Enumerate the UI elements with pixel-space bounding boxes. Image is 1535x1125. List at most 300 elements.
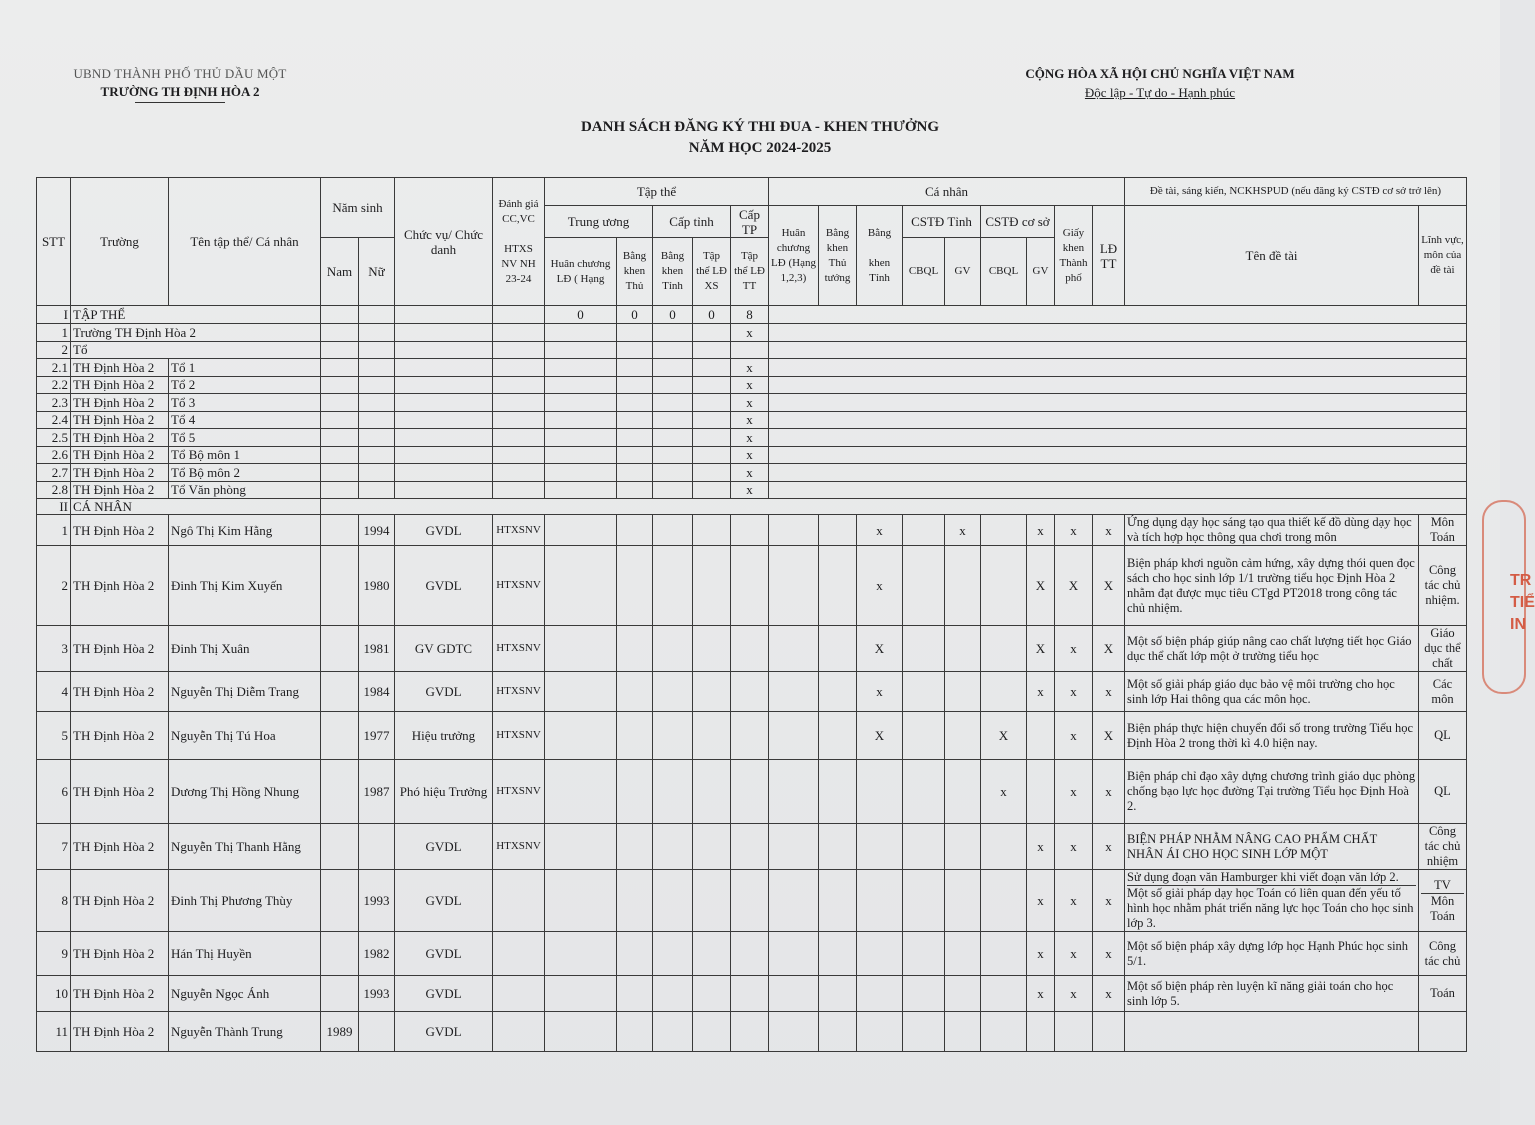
row-evaluation: HTXSNV [493,672,545,712]
section-number: I [37,306,71,324]
mark-ld-tt: x [731,411,769,429]
empty-cell [321,359,359,377]
col-cap-tinh: Cấp tỉnh [653,206,731,238]
row-evaluation [493,1012,545,1052]
table-row [37,760,1467,824]
empty-cell [769,824,819,870]
empty-cell [321,499,1467,515]
row-birth-female: 1977 [359,712,395,760]
mark-cs_cbql: X [981,712,1027,760]
mark-ld-tt: x [731,359,769,377]
empty-cell [819,672,857,712]
table-row [37,712,1467,760]
mark-cs_gv: x [1027,672,1055,712]
row-school: TH Định Hòa 2 [71,515,169,546]
empty-cell [653,394,693,412]
row-evaluation: HTXSNV [493,760,545,824]
row-stt: 2.7 [37,464,71,482]
empty-cell [359,376,395,394]
row-school: TH Định Hòa 2 [71,376,169,394]
empty-cell [693,341,731,359]
empty-cell [617,429,653,447]
empty-cell [769,464,1467,482]
col-nam-sinh: Năm sinh [321,178,395,238]
empty-cell [819,932,857,976]
empty-cell [493,394,545,412]
row-school: TH Định Hòa 2 [71,464,169,482]
national-line1: CỘNG HÒA XÃ HỘI CHỦ NGHĨA VIỆT NAM [1025,66,1295,81]
row-stt: 7 [37,824,71,870]
empty-cell [545,341,617,359]
empty-cell [693,515,731,546]
empty-cell [731,932,769,976]
mark-gk: x [1055,760,1093,824]
empty-cell [545,464,617,482]
row-name: Dương Thị Hồng Nhung [169,760,321,824]
col-giay-khen: Giấy khen Thành phố [1055,206,1093,306]
empty-cell [769,394,1467,412]
col-tt-bang-khen-thu: Bằng khen Thủ [617,238,653,306]
mark-cs_gv [1027,712,1055,760]
row-name: Hán Thị Huyền [169,932,321,976]
empty-cell [693,712,731,760]
empty-cell [693,672,731,712]
empty-cell [693,760,731,824]
empty-cell [653,446,693,464]
row-stt: 2.1 [37,359,71,377]
field-cell: Các môn [1419,672,1467,712]
empty-cell [769,429,1467,447]
empty-cell [395,394,493,412]
empty-cell [493,429,545,447]
empty-cell [653,376,693,394]
table-row [37,824,1467,870]
col-cstd-co-so: CSTĐ cơ sở [981,206,1055,238]
col-trung-uong: Trung ương [545,206,653,238]
row-birth-female [359,824,395,870]
mark-cstd_gv [945,976,981,1012]
row-stt: 10 [37,976,71,1012]
empty-cell [617,464,653,482]
mark-cstd_cbql [903,870,945,932]
row-birth-male [321,760,359,824]
mark-cstd_gv [945,870,981,932]
empty-cell [693,429,731,447]
empty-cell [769,515,819,546]
mark-cs_cbql [981,672,1027,712]
empty-cell [617,932,653,976]
mark-cstd_gv [945,712,981,760]
mark-ldtt: x [1093,976,1125,1012]
empty-cell [693,376,731,394]
row-school: TH Định Hòa 2 [71,1012,169,1052]
col-cap-tp: Cấp TP [731,206,769,238]
empty-cell [693,932,731,976]
mark-cs_cbql [981,1012,1027,1052]
mark-cs_gv: X [1027,626,1055,672]
row-birth-male [321,546,359,626]
empty-cell [321,394,359,412]
row-birth-female: 1981 [359,626,395,672]
row-evaluation [493,932,545,976]
mark-bkt: x [857,672,903,712]
mark-bkt: x [857,515,903,546]
table-row [37,464,1467,482]
empty-cell [617,359,653,377]
row-evaluation: HTXSNV [493,515,545,546]
row-school: TH Định Hòa 2 [71,672,169,712]
empty-cell [653,672,693,712]
row-birth-male [321,672,359,712]
empty-cell [731,870,769,932]
row-school: TH Định Hòa 2 [71,760,169,824]
empty-cell [653,712,693,760]
col-stt: STT [37,178,71,306]
row-stt: 3 [37,626,71,672]
empty-cell [653,546,693,626]
mark-ld-tt: x [731,376,769,394]
row-stt: 1 [37,324,71,342]
col-cn-huan-chuong: Huân chương LĐ (Hạng 1,2,3) [769,206,819,306]
national-header [1000,66,1320,101]
mark-cs_cbql [981,626,1027,672]
empty-cell [731,976,769,1012]
topic-cell: Ứng dụng dạy học sáng tạo qua thiết kế đồ dùng dạy học và tích hợp học thông qua chơi trong môn [1125,515,1419,546]
mark-cs_gv: X [1027,546,1055,626]
field-cell: Công tác chủ nhiệm. [1419,546,1467,626]
col-cstd-cs-cbql: CBQL [981,238,1027,306]
empty-cell [493,481,545,499]
col-nu: Nữ [359,238,395,306]
row-stt: 5 [37,712,71,760]
empty-cell [769,376,1467,394]
empty-cell [653,411,693,429]
row-birth-female: 1982 [359,932,395,976]
empty-cell [545,411,617,429]
empty-cell [545,1012,617,1052]
empty-cell [617,712,653,760]
empty-cell [617,1012,653,1052]
empty-cell [693,394,731,412]
empty-cell [693,976,731,1012]
mark-ld-tt: x [731,446,769,464]
empty-cell [653,341,693,359]
khen-tinh-label: khen Tỉnh [868,256,891,284]
mark-cstd_gv [945,932,981,976]
empty-cell [617,870,653,932]
row-birth-female: 1994 [359,515,395,546]
row-position: GVDL [395,976,493,1012]
row-evaluation [493,976,545,1012]
mark-cstd_cbql [903,515,945,546]
mark-cs_cbql [981,870,1027,932]
empty-cell [545,394,617,412]
mark-gk: x [1055,626,1093,672]
mark-bkt: X [857,626,903,672]
field-text: TV [1434,877,1451,892]
empty-cell [493,376,545,394]
table-row [37,446,1467,464]
mark-bkt: X [857,712,903,760]
table-row [37,932,1467,976]
empty-cell [395,446,493,464]
mark-ldtt: X [1093,712,1125,760]
row-name: Nguyễn Thị Diễm Trang [169,672,321,712]
mark-cstd_gv [945,626,981,672]
row-name: Nguyễn Thành Trung [169,1012,321,1052]
mark-cs_cbql [981,824,1027,870]
mark-ldtt: x [1093,760,1125,824]
row-position: GVDL [395,546,493,626]
section-label: TẬP THỂ [71,306,321,324]
mark-cs_gv: x [1027,515,1055,546]
empty-cell [359,411,395,429]
empty-cell [617,824,653,870]
bang-label: Bằng [867,226,892,239]
topic-cell: Một số biện pháp giúp nâng cao chất lượng tiết học Giáo dục thể chất lớp một ở trường tiểu học [1125,626,1419,672]
row-name: Tổ 2 [169,376,321,394]
empty-cell [653,626,693,672]
row-stt: 2.2 [37,376,71,394]
total-cell: 8 [731,306,769,324]
row-name: Tổ 4 [169,411,321,429]
row-school: TH Định Hòa 2 [71,411,169,429]
field-cell: QL [1419,760,1467,824]
col-ld-tt: LĐ TT [1093,206,1125,306]
row-birth-female [359,1012,395,1052]
empty-cell [769,546,819,626]
row-stt: 2.5 [37,429,71,447]
mark-gk: x [1055,672,1093,712]
total-cell: 0 [693,306,731,324]
mark-cs_cbql [981,546,1027,626]
row-school: TH Định Hòa 2 [71,626,169,672]
col-chuc-vu: Chức vụ/ Chức danh [395,178,493,306]
total-cell: 0 [617,306,653,324]
mark-cstd_gv [945,824,981,870]
row-position: GVDL [395,932,493,976]
empty-cell [769,341,1467,359]
row-school: TH Định Hòa 2 [71,394,169,412]
empty-cell [693,464,731,482]
mark-ld-tt: x [731,481,769,499]
empty-cell [693,824,731,870]
row-birth-male [321,932,359,976]
empty-cell [617,976,653,1012]
row-stt: 2.8 [37,481,71,499]
mark-cs_gv [1027,760,1055,824]
empty-cell [395,481,493,499]
col-tap-the-ld-xs: Tập thể LĐ XS [693,238,731,306]
col-ten-de-tai: Tên đề tài [1125,206,1419,306]
section-tap-the [37,306,1467,499]
mark-cstd_cbql [903,672,945,712]
empty-cell [653,481,693,499]
mark-cstd_cbql [903,932,945,976]
empty-cell [545,760,617,824]
empty-cell [617,324,653,342]
empty-cell [819,1012,857,1052]
empty-cell [617,515,653,546]
mark-ldtt: x [1093,932,1125,976]
empty-cell [819,976,857,1012]
empty-cell [653,429,693,447]
total-cell: 0 [545,306,617,324]
col-danh-gia [493,178,545,306]
row-birth-female: 1984 [359,672,395,712]
table-row [37,411,1467,429]
empty-cell [493,446,545,464]
mark-gk: x [1055,824,1093,870]
row-birth-male [321,824,359,870]
empty-cell [545,712,617,760]
mark-ldtt: x [1093,672,1125,712]
row-school: TH Định Hòa 2 [71,359,169,377]
empty-cell [731,824,769,870]
row-birth-female: 1987 [359,760,395,824]
col-cstd-tinh: CSTĐ Tỉnh [903,206,981,238]
mark-ld-tt: x [731,394,769,412]
mark-cs_cbql [981,932,1027,976]
empty-cell [321,464,359,482]
empty-cell [731,626,769,672]
empty-cell [493,411,545,429]
col-cn-bang-khen-tinh [857,206,903,306]
mark-gk: X [1055,546,1093,626]
empty-cell [819,870,857,932]
empty-cell [321,446,359,464]
row-birth-male [321,870,359,932]
topic-text-2: Một số giải pháp dạy học Toán có liên quan đến yếu tố hình học nhằm phát triển năng lực học Toán cho học sinh lớp 3. [1127,885,1416,931]
col-tap-the-ld-tt: Tập thể LĐ TT [731,238,769,306]
row-stt: 6 [37,760,71,824]
col-bang-khen-tinh: Bằng khen Tỉnh [653,238,693,306]
table-row [37,515,1467,546]
issuer-line2: TRƯỜNG TH ĐỊNH HÒA 2 [100,84,260,99]
col-truong: Trường [71,178,169,306]
mark-cstd_gv [945,760,981,824]
mark-cs_cbql [981,976,1027,1012]
mark-bkt [857,1012,903,1052]
row-name: Tổ 1 [169,359,321,377]
mark-ldtt: X [1093,546,1125,626]
empty-cell [545,672,617,712]
row-stt: 2 [37,341,71,359]
empty-cell [545,481,617,499]
empty-cell [359,306,395,324]
row-school: TH Định Hòa 2 [71,429,169,447]
empty-cell [359,394,395,412]
empty-cell [653,760,693,824]
empty-cell [493,464,545,482]
topic-cell: Một số biện pháp rèn luyện kĩ năng giải toán cho học sinh lớp 5. [1125,976,1419,1012]
empty-cell [395,359,493,377]
empty-cell [395,429,493,447]
row-name: Đinh Thị Xuân [169,626,321,672]
empty-cell [769,932,819,976]
mark-bkt [857,824,903,870]
empty-cell [769,760,819,824]
mark-cstd_cbql [903,626,945,672]
row-position: Phó hiệu Trưởng [395,760,493,824]
mark-cs_cbql: x [981,760,1027,824]
row-school: TH Định Hòa 2 [71,976,169,1012]
empty-cell [819,824,857,870]
empty-cell [545,824,617,870]
empty-cell [769,324,1467,342]
empty-cell [653,976,693,1012]
table-row [37,341,1467,359]
topic-cell [1125,870,1419,932]
table-row [37,870,1467,932]
red-stamp [1482,500,1535,694]
empty-cell [769,870,819,932]
row-school: TH Định Hòa 2 [71,546,169,626]
row-birth-male [321,976,359,1012]
mark-gk: x [1055,976,1093,1012]
col-tap-the: Tập thể [545,178,769,206]
stamp-letters-3: IN [1510,616,1526,633]
mark-bkt [857,976,903,1012]
empty-cell [321,376,359,394]
empty-cell [545,932,617,976]
empty-cell [653,515,693,546]
section-row [37,499,1467,515]
field-cell: Công tác chủ nhiệm [1419,824,1467,870]
row-birth-male [321,515,359,546]
empty-cell [731,546,769,626]
row-stt: 2 [37,546,71,626]
mark-ld-tt: x [731,464,769,482]
table-row [37,626,1467,672]
empty-cell [545,324,617,342]
empty-cell [545,359,617,377]
empty-cell [731,515,769,546]
empty-cell [617,394,653,412]
table-row [37,672,1467,712]
row-name: Tổ Bộ môn 2 [169,464,321,482]
mark-gk: x [1055,515,1093,546]
col-cn-bang-khen-thu: Bằng khen Thủ tướng [819,206,857,306]
mark-cstd_cbql [903,824,945,870]
field-cell: QL [1419,712,1467,760]
mark-cstd_gv [945,672,981,712]
empty-cell [617,672,653,712]
row-stt: 1 [37,515,71,546]
row-birth-female: 1993 [359,976,395,1012]
issuer-line1: UBND THÀNH PHỐ THỦ DẦU MỘT [73,66,287,81]
row-name: Tổ 3 [169,394,321,412]
row-name: Tổ Bộ môn 1 [169,446,321,464]
empty-cell [545,446,617,464]
field-cell: Giáo dục thể chất [1419,626,1467,672]
empty-cell [545,429,617,447]
mark-cstd_cbql [903,760,945,824]
empty-cell [545,976,617,1012]
row-name: Nguyễn Thị Tú Hoa [169,712,321,760]
mark-cstd_cbql [903,712,945,760]
row-school: TH Định Hòa 2 [71,824,169,870]
empty-cell [359,341,395,359]
mark-bkt [857,870,903,932]
row-name: Tổ Văn phòng [169,481,321,499]
empty-cell [653,324,693,342]
row-name: Nguyễn Ngọc Ánh [169,976,321,1012]
mark-ldtt: x [1093,824,1125,870]
section-label: CÁ NHÂN [71,499,321,515]
row-name: Tổ 5 [169,429,321,447]
empty-cell [819,515,857,546]
